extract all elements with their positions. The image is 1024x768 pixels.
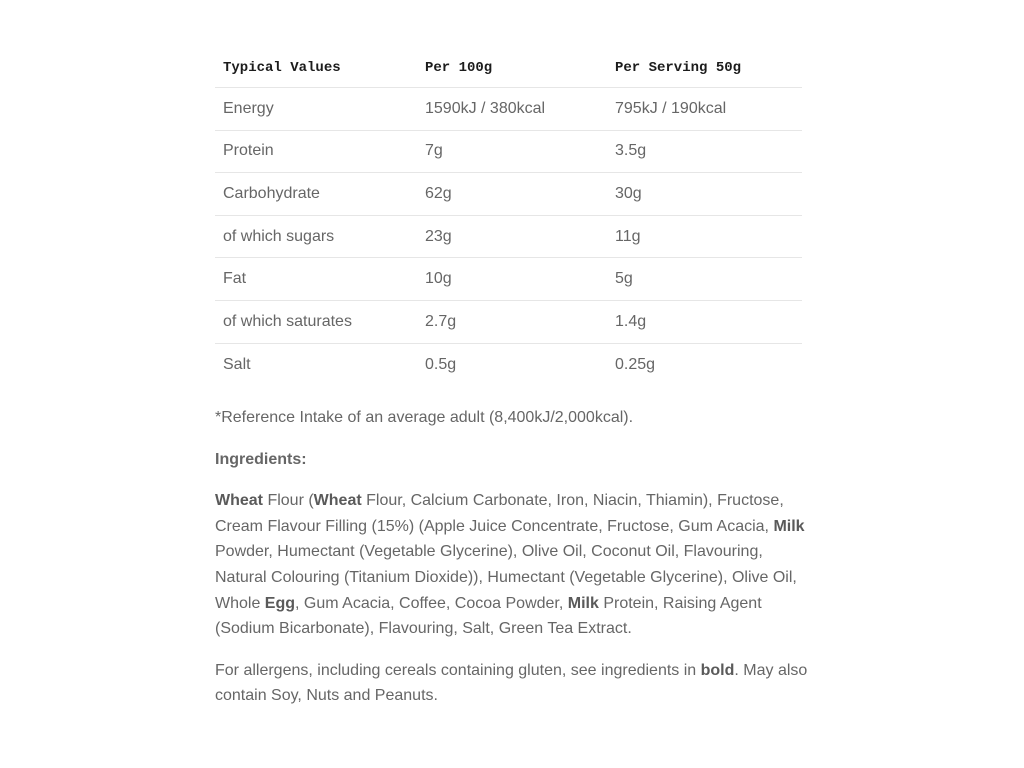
ingredients-text: Flour ( xyxy=(263,492,314,510)
per-100g-value: 7g xyxy=(425,142,443,160)
bold-keyword: bold xyxy=(700,661,735,679)
ingredients-line xyxy=(215,539,815,565)
table-header-row xyxy=(215,48,802,88)
nutrient-name: of which saturates xyxy=(223,312,352,330)
allergen-highlight: Egg xyxy=(264,594,296,612)
ingredients-line xyxy=(215,514,815,540)
allergen-highlight: Wheat xyxy=(215,492,263,510)
ingredients-heading: Ingredients: xyxy=(215,450,307,468)
ingredients-text: Powder, Humectant (Vegetable Glycerine), Olive Oil, Coconut Oil, Flavouring, xyxy=(215,543,763,561)
table-row xyxy=(215,344,802,387)
per-serving-value: 1.4g xyxy=(615,312,647,330)
allergen-note-line xyxy=(215,658,815,684)
per-serving-value: 30g xyxy=(615,184,642,202)
per-100g-value: 2.7g xyxy=(425,312,457,330)
column-header-typical-values: Typical Values xyxy=(223,59,341,76)
allergen-note-text: For allergens, including cereals containing gluten, see ingredients in xyxy=(215,661,701,679)
allergen-note-line xyxy=(215,683,815,709)
nutrient-name: of which sugars xyxy=(223,227,335,245)
allergen-note-text: . May also xyxy=(734,661,808,679)
ingredients-line xyxy=(215,488,815,514)
product-info-text xyxy=(215,405,815,725)
per-100g-value: 0.5g xyxy=(425,355,457,373)
nutrition-table xyxy=(215,48,802,386)
ingredients-text: Whole xyxy=(215,594,265,612)
per-serving-value: 0.25g xyxy=(615,355,656,373)
nutrient-name: Salt xyxy=(223,355,251,373)
ingredients-paragraph xyxy=(215,488,815,642)
ingredients-text: , Gum Acacia, Coffee, Cocoa Powder, xyxy=(295,594,568,612)
nutrient-name: Carbohydrate xyxy=(223,184,320,202)
allergen-highlight: Milk xyxy=(567,594,599,612)
ingredients-line xyxy=(215,616,815,642)
reference-intake-note: *Reference Intake of an average adult (8,400kJ/2,000kcal). xyxy=(215,409,634,426)
allergen-note-text: contain Soy, Nuts and Peanuts. xyxy=(215,687,438,705)
ingredients-text: Protein, Raising Agent xyxy=(598,594,762,612)
per-100g-value: 23g xyxy=(425,227,452,245)
ingredients-text: (Sodium Bicarbonate), Flavouring, Salt, Green Tea Extract. xyxy=(215,620,632,638)
allergen-note xyxy=(215,658,815,709)
table-row xyxy=(215,258,802,301)
table-row xyxy=(215,173,802,216)
per-serving-value: 5g xyxy=(615,270,633,288)
ingredients-line xyxy=(215,565,815,591)
per-100g-value: 10g xyxy=(425,270,452,288)
ingredients-text: Flour, Calcium Carbonate, Iron, Niacin, Thiamin), Fructose, xyxy=(361,492,784,510)
per-100g-value: 1590kJ / 380kcal xyxy=(425,99,546,117)
table-row xyxy=(215,301,802,344)
ingredients-text: Cream Flavour Filling (15%) (Apple Juice Concentrate, Fructose, Gum Acacia, xyxy=(215,517,774,535)
table-row xyxy=(215,88,802,131)
per-100g-value: 62g xyxy=(425,184,452,202)
nutrient-name: Fat xyxy=(223,270,247,288)
ingredients-line xyxy=(215,591,815,617)
ingredients-text: Natural Colouring (Titanium Dioxide)), Humectant (Vegetable Glycerine), Olive Oil, xyxy=(215,568,797,586)
column-header-per-serving: Per Serving 50g xyxy=(615,59,742,76)
nutrient-name: Protein xyxy=(223,142,274,160)
per-serving-value: 11g xyxy=(615,227,641,245)
nutrient-name: Energy xyxy=(223,99,274,117)
column-header-per-100g: Per 100g xyxy=(425,59,493,76)
table-row xyxy=(215,216,802,259)
allergen-highlight: Wheat xyxy=(313,492,362,510)
per-serving-value: 3.5g xyxy=(615,142,647,160)
table-row xyxy=(215,131,802,174)
per-serving-value: 795kJ / 190kcal xyxy=(615,99,727,117)
allergen-highlight: Milk xyxy=(773,517,805,535)
